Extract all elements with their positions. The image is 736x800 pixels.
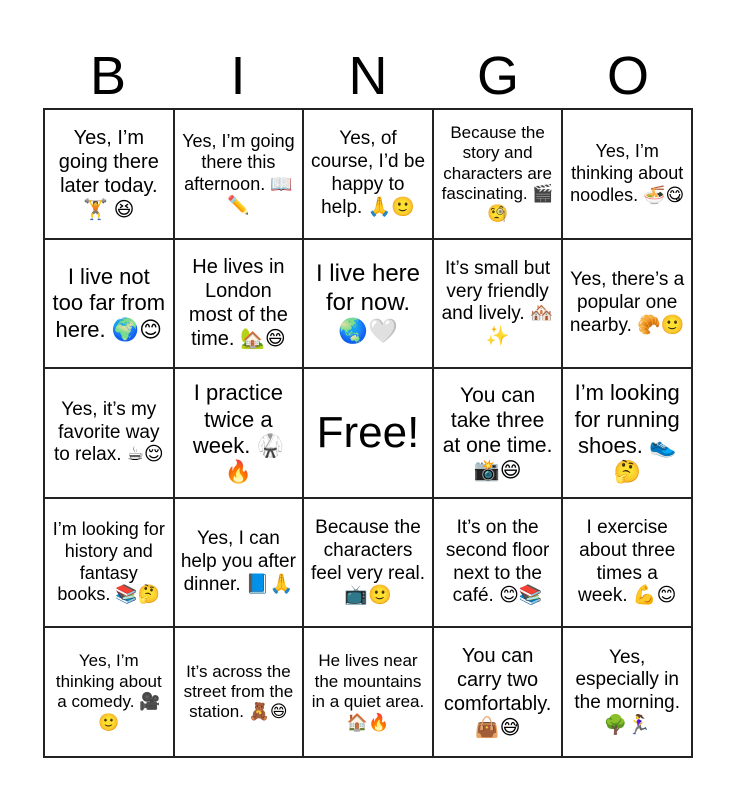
cell-text: Yes, there’s a popular one nearby. 🥐🙂: [569, 269, 685, 336]
header-letter-o: O: [606, 46, 649, 106]
cell-text: Yes, I’m going there later today. 🏋️ 😆: [58, 126, 159, 221]
cell-text: It’s on the second floor next to the café. 😊📚: [445, 517, 550, 607]
cell-text: Because the characters feel very real. 📺🙂: [310, 517, 426, 607]
cell-text: Yes, I’m thinking about noodles. 🍜😋: [570, 141, 685, 205]
free-space[interactable]: [303, 368, 433, 498]
cell-text: Yes, I’m thinking about a comedy. 🎥🙂: [55, 651, 162, 732]
bingo-cell[interactable]: [433, 627, 563, 757]
bingo-cell[interactable]: [174, 239, 304, 369]
bingo-cell[interactable]: [44, 239, 174, 369]
cell-text: I exercise about three times a week. 💪😊: [578, 517, 677, 607]
header-letter-g: G: [476, 46, 519, 106]
bingo-cell[interactable]: [562, 498, 692, 628]
header-letter-b: B: [89, 46, 127, 106]
cell-text: Because the story and characters are fascinating. 🎬🧐: [441, 122, 554, 224]
header-letter-n: N: [348, 46, 388, 106]
bingo-cell[interactable]: [44, 368, 174, 498]
bingo-grid: [43, 108, 693, 758]
bingo-cell[interactable]: [433, 109, 563, 239]
cell-text: Yes, especially in the morning. 🌳🏃‍♀️: [574, 646, 680, 736]
cell-text: He lives near the mountains in a quiet area. 🏠🔥: [311, 651, 425, 732]
bingo-cell[interactable]: [44, 498, 174, 628]
bingo-cell[interactable]: [303, 109, 433, 239]
bingo-cell[interactable]: [433, 239, 563, 369]
cell-text: I practice twice a week. 🥋🔥: [192, 380, 284, 485]
bingo-cell[interactable]: [562, 368, 692, 498]
bingo-cell[interactable]: [174, 498, 304, 628]
bingo-cell[interactable]: [303, 627, 433, 757]
bingo-cell[interactable]: [303, 239, 433, 369]
bingo-cell[interactable]: [562, 627, 692, 757]
bingo-cell[interactable]: [562, 109, 692, 239]
bingo-cell[interactable]: [174, 368, 304, 498]
cell-text: I’m looking for running shoes. 👟🤔: [574, 380, 680, 485]
cell-text: I live here for now. 🌏🤍: [315, 260, 421, 345]
cell-text: It’s small but very friendly and lively. 🏘️✨: [441, 257, 554, 348]
bingo-header: [43, 44, 693, 108]
cell-text: It’s across the street from the station. 🧸😄: [183, 661, 294, 722]
bingo-cell[interactable]: [562, 239, 692, 369]
bingo-cell[interactable]: [433, 368, 563, 498]
cell-text: You can carry two comfortably. 👜😅: [443, 645, 552, 740]
cell-text: Yes, of course, I’d be happy to help. 🙏🙂: [310, 128, 426, 218]
bingo-cell[interactable]: [303, 498, 433, 628]
bingo-cell[interactable]: [44, 627, 174, 757]
bingo-cell[interactable]: [174, 627, 304, 757]
free-label: Free!: [316, 407, 420, 457]
cell-text: Yes, I can help you after dinner. 📘🙏: [180, 528, 296, 595]
bingo-cell[interactable]: [44, 109, 174, 239]
cell-text: I live not too far from here. 🌍😊: [52, 263, 166, 342]
header-letter-i: I: [230, 46, 246, 106]
cell-text: Yes, I’m going there this afternoon. 📖✏️: [182, 130, 295, 216]
cell-text: You can take three at one time. 📸😄: [442, 383, 553, 483]
bingo-cell[interactable]: [433, 498, 563, 628]
cell-text: Yes, it’s my favorite way to relax. ☕😌: [53, 398, 164, 466]
bingo-cell[interactable]: [174, 109, 304, 239]
cell-text: I’m looking for history and fantasy books. 📚🤔: [52, 519, 165, 605]
cell-text: He lives in London most of the time. 🏡😄: [188, 256, 288, 351]
